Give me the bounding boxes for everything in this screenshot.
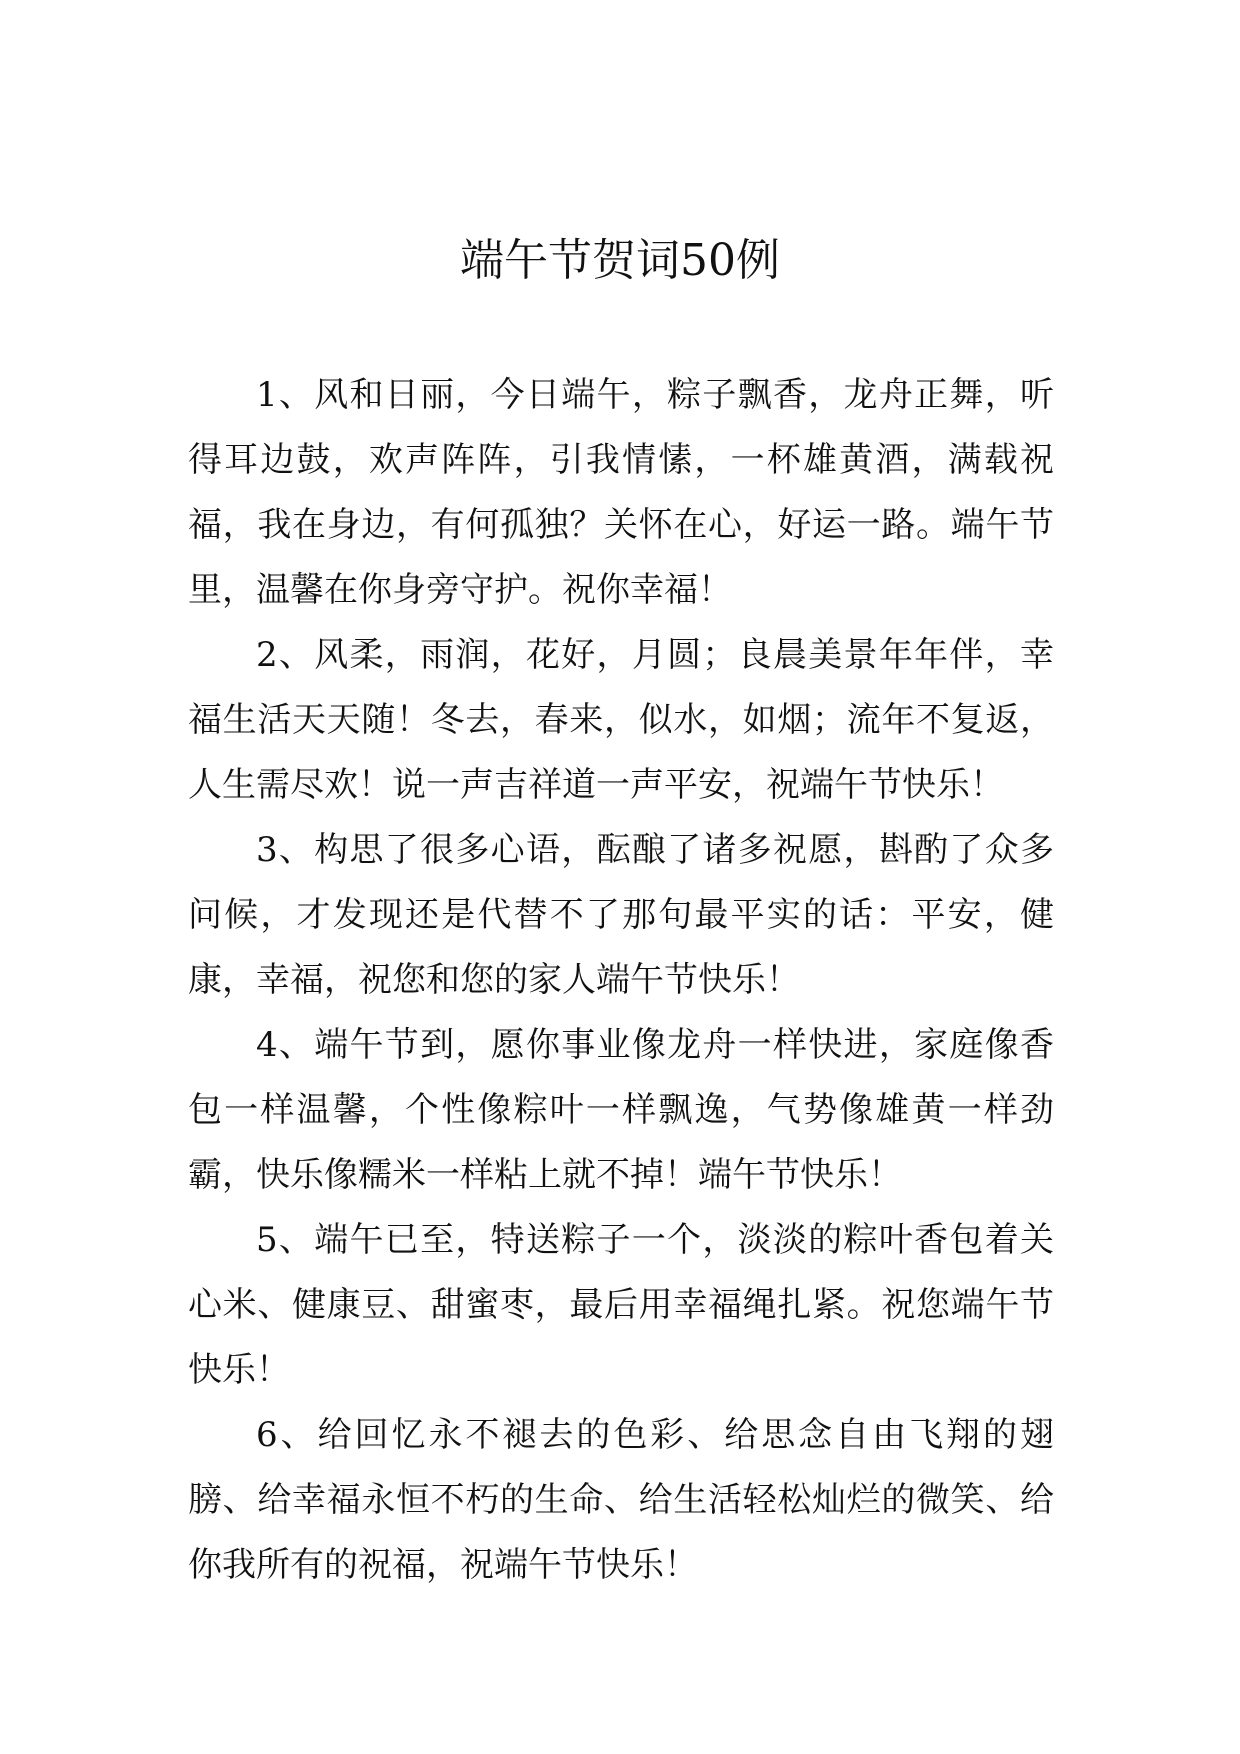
paragraph-text: 、端午已至，特送粽子一个，淡淡的粽叶香包着关心米、健康豆、甜蜜枣，最后用幸福绳扎紧。祝您端午节快乐！	[188, 1220, 1054, 1390]
paragraph-number: 2	[256, 635, 278, 675]
paragraph-number: 3	[256, 830, 278, 870]
paragraph-3	[188, 818, 1054, 1013]
paragraph-text: 、构思了很多心语，酝酿了诸多祝愿，斟酌了众多问候，才发现还是代替不了那句最平实的话：平安，健康，幸福，祝您和您的家人端午节快乐！	[188, 830, 1054, 1000]
paragraph-number: 4	[256, 1025, 278, 1065]
paragraph-text: 、风和日丽，今日端午，粽子飘香，龙舟正舞，听得耳边鼓，欢声阵阵，引我情愫，一杯雄黄酒，满载祝福，我在身边，有何孤独？关怀在心，好运一路。端午节里，温馨在你身旁守护。祝你幸福！	[188, 375, 1054, 610]
paragraph-4	[188, 1013, 1054, 1208]
paragraph-number: 6	[256, 1415, 278, 1455]
paragraph-1	[188, 363, 1054, 623]
paragraph-number: 1	[256, 375, 278, 415]
paragraph-number: 5	[256, 1220, 278, 1260]
paragraph-5	[188, 1208, 1054, 1403]
document-body	[188, 363, 1054, 1598]
paragraph-text: 、给回忆永不褪去的色彩、给思念自由飞翔的翅膀、给幸福永恒不朽的生命、给生活轻松灿烂的微笑、给你我所有的祝福，祝端午节快乐！	[188, 1415, 1054, 1585]
paragraph-text: 、端午节到，愿你事业像龙舟一样快进，家庭像香包一样温馨，个性像粽叶一样飘逸，气势像雄黄一样劲霸，快乐像糯米一样粘上就不掉！端午节快乐！	[188, 1025, 1054, 1195]
paragraph-2	[188, 623, 1054, 818]
paragraph-6	[188, 1403, 1054, 1598]
document-title: 端午节贺词50例	[460, 235, 780, 286]
paragraph-text: 、风柔，雨润，花好，月圆；良晨美景年年伴，幸福生活天天随！冬去，春来，似水，如烟；流年不复返，人生需尽欢！说一声吉祥道一声平安，祝端午节快乐！	[188, 635, 1054, 805]
